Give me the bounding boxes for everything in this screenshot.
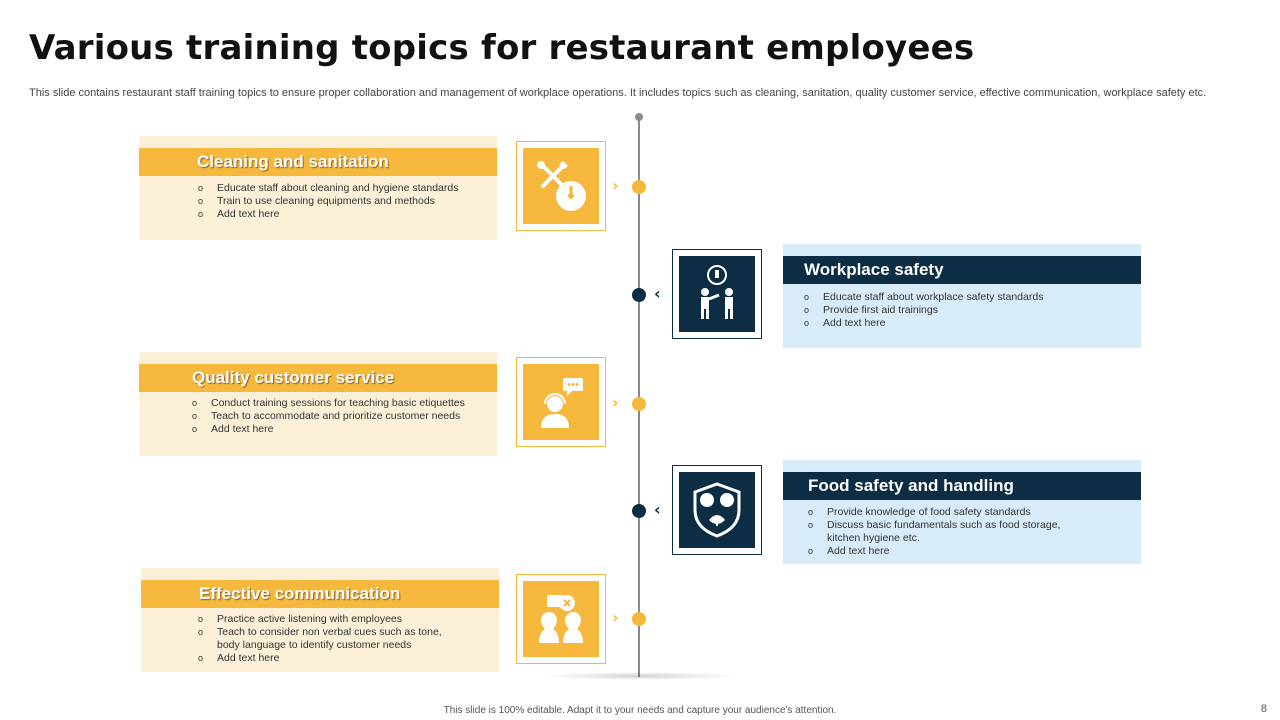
topic-card-customer-service: [139, 352, 497, 456]
topic-card-cleaning: [139, 136, 497, 240]
list-item: o Add text here: [192, 423, 492, 436]
topic-bullet-list: [192, 397, 492, 436]
topic-bullet-list: [198, 182, 488, 221]
list-item: o Teach to accommodate and prioritize customer needs: [192, 410, 492, 423]
topic-heading: Food safety and handling: [783, 472, 1141, 500]
list-item: o Add text here: [804, 317, 1124, 330]
chevron-right-icon: ›: [612, 176, 619, 195]
chevron-right-icon: ›: [612, 393, 619, 412]
timeline-dot: [632, 504, 646, 518]
page-number: 8: [1260, 703, 1267, 715]
workplace-safety-icon: [687, 264, 747, 324]
topic-heading: Effective communication: [141, 580, 499, 608]
topic-card-workplace-safety: [783, 244, 1141, 348]
list-item: o Add text here: [808, 545, 1078, 558]
chevron-left-icon: ‹: [654, 500, 661, 519]
list-item: o Teach to consider non verbal cues such as tone, body language to identify customer needs: [198, 626, 463, 652]
timeline-dot: [632, 288, 646, 302]
slide-description: This slide contains restaurant staff training topics to ensure proper collaboration and management of workplace operations. It includes topics such as cleaning, sanitation, quality customer service, effective communication, workplace safety etc.: [29, 87, 1207, 99]
list-item: o Train to use cleaning equipments and methods: [198, 195, 488, 208]
list-item: o Educate staff about cleaning and hygiene standards: [198, 182, 488, 195]
timeline-dot: [632, 180, 646, 194]
topic-heading: Cleaning and sanitation: [139, 148, 497, 176]
customer-support-icon: [533, 374, 589, 430]
topic-card-communication: [141, 568, 499, 672]
topic-bullet-list: [808, 506, 1078, 558]
icon-box-cleaning: [516, 141, 606, 231]
footer-note: This slide is 100% editable. Adapt it to your needs and capture your audience's attention.: [443, 705, 837, 716]
topic-bullet-list: [804, 291, 1124, 330]
timeline-dot: [632, 612, 646, 626]
tools-gauge-icon: [533, 158, 589, 214]
list-item: o Provide first aid trainings: [804, 304, 1124, 317]
chevron-left-icon: ‹: [654, 284, 661, 303]
timeline-dot: [632, 397, 646, 411]
timeline-start-dot: [635, 113, 643, 121]
list-item: o Educate staff about workplace safety standards: [804, 291, 1124, 304]
chevron-right-icon: ›: [612, 608, 619, 627]
icon-box-workplace-safety: [672, 249, 762, 339]
list-item: o Practice active listening with employees: [198, 613, 463, 626]
page-title: Various training topics for restaurant employees: [29, 28, 975, 68]
topic-bullet-list: [198, 613, 463, 665]
icon-box-food-safety: [672, 465, 762, 555]
list-item: o Conduct training sessions for teaching basic etiquettes: [192, 397, 492, 410]
communication-heads-icon: [533, 591, 589, 647]
list-item: o Discuss basic fundamentals such as food storage, kitchen hygiene etc.: [808, 519, 1078, 545]
list-item: o Add text here: [198, 208, 488, 221]
topic-heading: Quality customer service: [139, 364, 497, 392]
food-safety-shield-icon: [687, 480, 747, 540]
icon-box-customer-service: [516, 357, 606, 447]
topic-heading: Workplace safety: [783, 256, 1141, 284]
icon-box-communication: [516, 574, 606, 664]
timeline-shadow: [540, 672, 740, 680]
topic-card-food-safety: [783, 460, 1141, 564]
list-item: o Add text here: [198, 652, 463, 665]
list-item: o Provide knowledge of food safety standards: [808, 506, 1078, 519]
